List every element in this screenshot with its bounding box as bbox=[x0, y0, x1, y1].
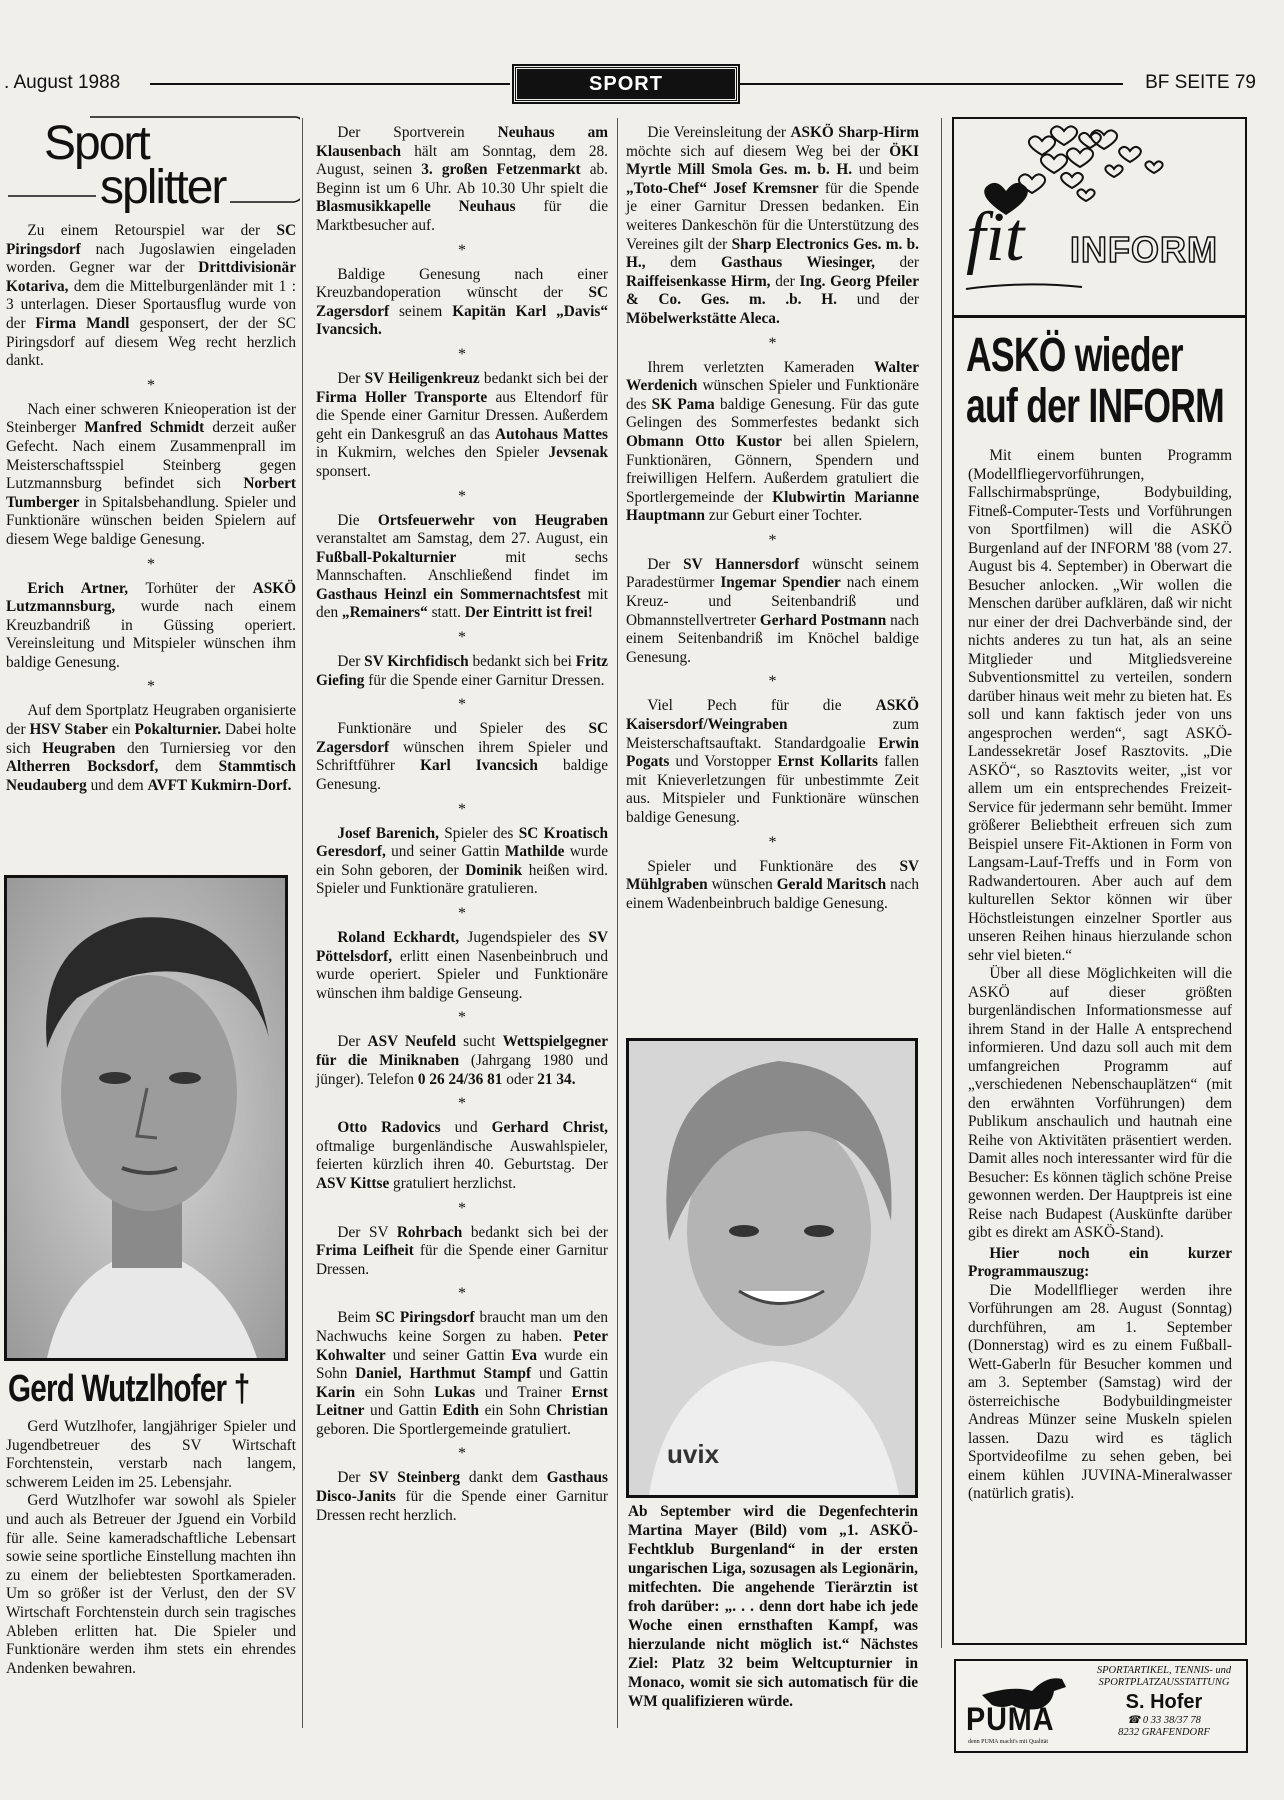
column-2-news-item: Der SV Steinberg dankt dem Gasthaus Disco-Janits für die Spende einer Garnitur Dressen recht herzlich. bbox=[316, 1469, 608, 1524]
column-divider bbox=[941, 118, 942, 1648]
page-number: BF SEITE 79 bbox=[1145, 72, 1256, 93]
separator-star: * bbox=[458, 1095, 466, 1113]
column-2-news-item: Die Ortsfeuerwehr von Heugraben veranstaltet am Samstag, dem 27. August, ein Fußball-Pokalturnier mit sechs Mannschaften. Anschließend findet im Gasthaus Heinzl ein Sommernachtsfest mit den „Remainers“ statt. Der Eintritt ist frei! bbox=[316, 511, 608, 622]
column-3 bbox=[626, 124, 919, 913]
askoe-inform-box bbox=[952, 117, 1247, 1645]
article-p4: Auf dem Sportplatz Heugraben organisierte der HSV Staber ein Pokalturnier. Dabei holte sich Heugraben den Turniersieg vor den Altherren Bocksdorf, dem Stammtisch Neudauberg und dem AVFT Kukmirn-Dorf. bbox=[6, 702, 297, 794]
shirt-logo: uvix bbox=[667, 1439, 720, 1469]
column-2-news-item: Josef Barenich, Spieler des SC Kroatisch Geresdorf, und seiner Gattin Mathilde wurde ein Sohn geboren, der Dominik heißen wird. Spieler und Funktionäre gratulieren. bbox=[316, 824, 608, 898]
column-3-news-item: Der SV Hannersdorf wünscht seinem Paradestürmer Ingemar Spendier nach einem Kreuz- und Seitenbandriß und Obmannstellvertreter Gerhard Postmann nach einem Seitenbandriß im Knöchel baldige Genesung. bbox=[626, 555, 920, 666]
inform-logo-text: INFORM bbox=[1070, 229, 1218, 270]
obituary-text bbox=[6, 1418, 296, 1678]
issue-date: . August 1988 bbox=[4, 72, 121, 93]
article-p1: Zu einem Retourspiel war der SC Piringsdorf nach Jugoslawien eingeladen worden. Gegner war der Drittdivisionär Kotariva, dem die Mittelburgenländer mit 1 : 3 unterlagen. Dieser Sportausflug wurde von der Firma Mandl gesponsert, der der SC Piringsdorf auf diesem Weg recht herzlich dankt. bbox=[6, 222, 296, 370]
column-2-news-item: Der ASV Neufeld sucht Wettspielgegner für die Miniknaben (Jahrgang 1980 und jünger). Telefon 0 26 24/36 81 oder 21 34. bbox=[316, 1033, 608, 1088]
section-label: SPORT bbox=[514, 66, 738, 102]
header-rule-left bbox=[150, 83, 510, 85]
separator-star: * bbox=[458, 905, 466, 922]
separator-star: * bbox=[768, 833, 777, 851]
puma-logo: PUMA bbox=[966, 1701, 1055, 1737]
portrait-man-image bbox=[7, 878, 285, 1358]
separator-star: * bbox=[768, 531, 777, 549]
separator-star: * bbox=[768, 334, 777, 352]
separator-star: * bbox=[458, 487, 466, 505]
separator-star: * bbox=[458, 1199, 466, 1217]
fit-underline bbox=[964, 279, 1084, 299]
askoe-p1: Mit einem bunten Programm (Modellfliegervorführungen, Fallschirmabsprünge, Bodybuilding, Fitneß-Computer-Tests und Vorführungen von Sportfilmen) will die ASKÖ Burgenland auf der INFORM '88 (vom 27. August bis 4. September) in Oberwart die Besucher anlocken. „Wir wollen die Menschen darüber aufklären, daß wir nicht nur einer der drei Dachverbände sind, der nichts anderes zu tun hat, als an seine Mitglieder und Mitgliedsvereine Subventionsmittel zu verteilen, sondern darüber hinaus weit mehr zu bieten hat. Es soll und kann faktisch jeder von uns angesprochen werden“, sagt ASKÖ-Landessekretär Josef Rasztovits. „Die ASKÖ“, so Rasztovits weiter, „ist vor allem um ein entsprechendes Freizeit-Service für jedermann sehr bemüht. Immer größerer Beliebtheit erfreuen sich zum Beispiel unsere Fit-Aktionen in Form von Langsam-Lauf-Treffs und in Form von Radwandertouren. Aber auch auf dem kulturellen Sektor können wir über Höchstleistungen einzelner Sportler aus unseren Reihen hinaus hierzulande schon sehr viel bieten.“ bbox=[968, 447, 1232, 964]
fencer-photo bbox=[626, 1038, 918, 1498]
page-header bbox=[0, 72, 1284, 98]
column-divider bbox=[302, 118, 303, 1728]
shop-line1: SPORTARTIKEL, TENNIS- und bbox=[1096, 1665, 1232, 1676]
separator-star: * bbox=[458, 800, 466, 818]
obituary-p2: Gerd Wutzlhofer war sowohl als Spieler und auch als Betreuer der Jguend ein Vorbild für alle. Seine kameradschaftliche Lebensart sowie seine sportliche Einstellung machten ihn zu einem der beliebtesten Sportkameraden. Um so größer ist der Verlust, den der SV Wirtschaft Forchtenstein durch sein tragisches Ableben erlitten hat. Die Spieler und Funktionäre werden ihm stets ein ehrendes Andenken bewahren. bbox=[6, 1492, 296, 1677]
headline-line1: ASKÖ wieder bbox=[966, 329, 1183, 382]
fit-inform-logo bbox=[954, 119, 1245, 318]
separator-star: * bbox=[458, 1009, 466, 1027]
column-2-news-item: Der SV Heiligenkreuz bedankt sich bei der Firma Holler Transporte aus Eltendorf für die Spende einer Garnitur Dressen. Außerdem geht ein Dankesgruß an das Autohaus Mattes in Kukmirn, welches den Spieler Jevsenak sponsert. bbox=[316, 369, 608, 480]
column-2-news-item: Der SV Kirchfidisch bedankt sich bei Fritz Giefing für die Spende einer Garnitur Dressen. bbox=[316, 653, 608, 689]
column-3-news-item: Ihrem verletzten Kameraden Walter Werdenich wünschen Spieler und Funktionäre des SK Pama baldige Genesung. Für das gute Gelingen des Sommerfestes bedankt sich Obmann Otto Kustor bei allen Spielern, Funktionären, Gönnern, Spendern und freiwilligen Helfern. Außerdem gratuliert die Sportlergemeinde der Klubwirtin Marianne Hauptmann zur Geburt einer Tochter. bbox=[626, 358, 919, 525]
column-2-news-item: Funktionäre und Spieler des SC Zagersdorf wünschen ihrem Spieler und Schriftführer Karl Ivancsich baldige Genesung. bbox=[316, 720, 608, 794]
shop-name: S. Hofer bbox=[1125, 1691, 1203, 1713]
column-4 bbox=[968, 447, 1232, 1504]
headline-line2: auf der INFORM bbox=[966, 380, 1225, 433]
column-1 bbox=[6, 222, 296, 795]
askoe-p4: Die Modellflieger werden ihre Vorführungen am 28. August (Sonntag) durchführen, am 1. September (Donnerstag) wird es zu einem Fußball-Wett-Gaberln für Besucher kommen und am 3. September (Samstag) wird der österreichische Bodybuildingmeister Andreas Münzer seine Muskeln spielen lassen. Dazu wird es täglich Sportvideofilme zu sehen geben, bei einem kühlen JUVINA-Mineralwasser (natürlich gratis). bbox=[968, 1281, 1232, 1502]
sportsplitter-title bbox=[0, 114, 300, 214]
column-2-news-item: Der Sportverein Neuhaus am Klausenbach hält am Sonntag, dem 28. August, seinen 3. großen Fetzenmarkt ab. Beginn ist um 6 Uhr. Ab 10.30 Uhr spielt die Blasmusikkapelle Neuhaus für die Marktbesucher auf. bbox=[316, 124, 608, 234]
separator-star: * bbox=[458, 629, 466, 647]
shop-info bbox=[1084, 1665, 1244, 1739]
column-3-news-item: Spieler und Funktionäre des SV Mühlgraben wünschen Gerald Maritsch nach einem Wadenbeinbruch baldige Genesung. bbox=[626, 857, 919, 912]
separator-star: * bbox=[458, 345, 466, 363]
puma-slogan: denn PUMA macht's mit Qualität bbox=[968, 1739, 1049, 1745]
separator-star: * bbox=[458, 1445, 466, 1463]
shop-phone: ☎ 0 33 38/37 78 bbox=[1127, 1715, 1201, 1726]
column-2-news-item: Beim SC Piringsdorf braucht man um den Nachwuchs keine Sorgen zu haben. Peter Kohwalter und seiner Gattin Eva wurde ein Sohn Daniel, Harthmut Stampf und Gattin Karin ein Sohn Lukas und Trainer Ernst Leitner und Gattin Edith ein Sohn Christian geboren. Die Sportlergemeinde gratuliert. bbox=[316, 1309, 608, 1438]
column-2-news-item: Der SV Rohrbach bedankt sich bei der Frima Leifheit für die Spende einer Garnitur Dressen. bbox=[316, 1223, 609, 1278]
separator-star: * bbox=[458, 241, 466, 259]
column-divider bbox=[617, 118, 618, 1728]
column-3-news-item: Viel Pech für die ASKÖ Kaisersdorf/Weingraben zum Meisterschaftsauftakt. Standardgoalie Erwin Pogats und Vorstopper Ernst Kollarits fallen mit Knieverletzungen für unbestimmte Zeit aus. Mitspieler und Funktionäre wünschen baldige Genesung. bbox=[626, 697, 919, 826]
header-rule-right bbox=[738, 83, 1123, 85]
askoe-program-heading: Hier noch ein kurzer Programmauszug: bbox=[968, 1244, 1232, 1280]
obituary-headline: Gerd Wutzlhofer † bbox=[8, 1368, 250, 1410]
column-3-news-item: Die Vereinsleitung der ASKÖ Sharp-Hirm möchte sich auf diesem Weg bei der ÖKI Myrtle Mill Smola Ges. m. b. H. und beim „Toto-Chef“ Josef Kremsner für die Spende je einer Garnitur Dressen bedanken. Ein weiteres Dankeschön für die Unterstützung des Vereines gilt der Sharp Electronics Ges. m. b. H., dem Gasthaus Wiesinger, der Raiffeisenkasse Hirm, der Ing. Georg Pfeiler & Co. Ges. m. .b. H. und der Möbelwerkstätte Aleca. bbox=[626, 124, 920, 327]
separator-star: * bbox=[147, 555, 155, 573]
shop-line2: SPORTPLATZAUSSTATTUNG bbox=[1098, 1677, 1230, 1688]
askoe-headline bbox=[966, 331, 1242, 433]
askoe-p2: Über all diese Möglichkeiten will die ASKÖ auf dieser größten burgenländischen Informationsmesse auf ihrem Stand in der Halle A entsprechend informieren. Und dazu soll auch mit dem umfangreichen Programm auf „verschiedenen Nebenschauplätzen“ (mit den erwähnten Vorführungen) dem Publikum anschaulich und hautnah eine Reihe von Aktivitäten präsentiert werden. Damit alles noch interessanter wird für die Besucher: Es können täglich schöne Preise gewonnen werden. Der Hauptpreis ist eine Reise nach Budapest (Auskünfte darüber gibt es direkt am ASKÖ-Stand). bbox=[968, 965, 1232, 1241]
fencer-caption: Ab September wird die Degenfechterin Martina Mayer (Bild) vom „1. ASKÖ-Fechtklub Burgenland“ in der ersten ungarischen Liga, sozusagen als Legionärin, mitfechten. Die angehende Tierärztin ist froh darüber: „. . . denn dort habe ich jede Woche einen ernsthaften Kampf, was hierzulande nicht möglich ist.“ Nächstes Ziel: Platz 32 beim Weltcupturnier in Monaco, womit sie sich automatisch für die WM qualifizieren würde. bbox=[628, 1503, 918, 1710]
column-2-news-item: Roland Eckhardt, Jugendspieler des SV Pöttelsdorf, erlitt einen Nasenbeinbruch und wurde operiert. Spieler und Funktionäre wünschen ihm baldige Genseung. bbox=[316, 929, 608, 1002]
fit-logo-text: fit bbox=[966, 199, 1025, 276]
separator-star: * bbox=[458, 696, 466, 714]
column-2-news-item: Baldige Genesung nach einer Kreuzbandoperation wünscht der SC Zagersdorf seinem Kapitän Karl „Davis“ Ivancsich. bbox=[316, 265, 608, 339]
title-line2: splitter bbox=[100, 161, 226, 214]
article-p3: Erich Artner, Torhüter der ASKÖ Lutzmannsburg, wurde nach einem Kreuzbandriß in Güssing operiert. Vereinsleitung und Mitspieler wünschen ihm baldige Genesung. bbox=[6, 579, 296, 671]
shop-city: 8232 GRAFENDORF bbox=[1118, 1727, 1210, 1738]
photo-caption bbox=[628, 1502, 918, 1711]
puma-advertisement bbox=[954, 1659, 1248, 1753]
portrait-woman-image bbox=[629, 1041, 915, 1495]
obituary-p1: Gerd Wutzlhofer, langjähriger Spieler und Jugendbetreuer des SV Wirtschaft Forchtenstein, verstarb nach langem, schwerem Leiden im 25. Lebensjahr. bbox=[6, 1418, 296, 1491]
column-2 bbox=[316, 124, 608, 1525]
separator-star: * bbox=[768, 673, 777, 691]
separator-star: * bbox=[147, 678, 155, 696]
title-line1: Sport bbox=[44, 117, 149, 170]
separator-star: * bbox=[147, 376, 155, 394]
column-2-news-item: Otto Radovics und Gerhard Christ, oftmalige burgenländische Auswahlspieler, feierten kürzlich ihren 40. Geburtstag. Der ASV Kittse gratuliert herzlichst. bbox=[316, 1119, 608, 1192]
article-p2: Nach einer schweren Knieoperation ist der Steinberger Manfred Schmidt derzeit außer Gefecht. Nach einem Zusammenprall im Meisterschaftsspiel Steinberg gegen Lutzmannsburg befindet sich Norbert Tumberger in Spitalsbehandlung. Spieler und Funktionäre wünschen beiden Spielern auf diesem Wege baldige Genesung. bbox=[6, 400, 296, 548]
obituary-photo bbox=[4, 875, 288, 1361]
separator-star: * bbox=[458, 1285, 466, 1303]
